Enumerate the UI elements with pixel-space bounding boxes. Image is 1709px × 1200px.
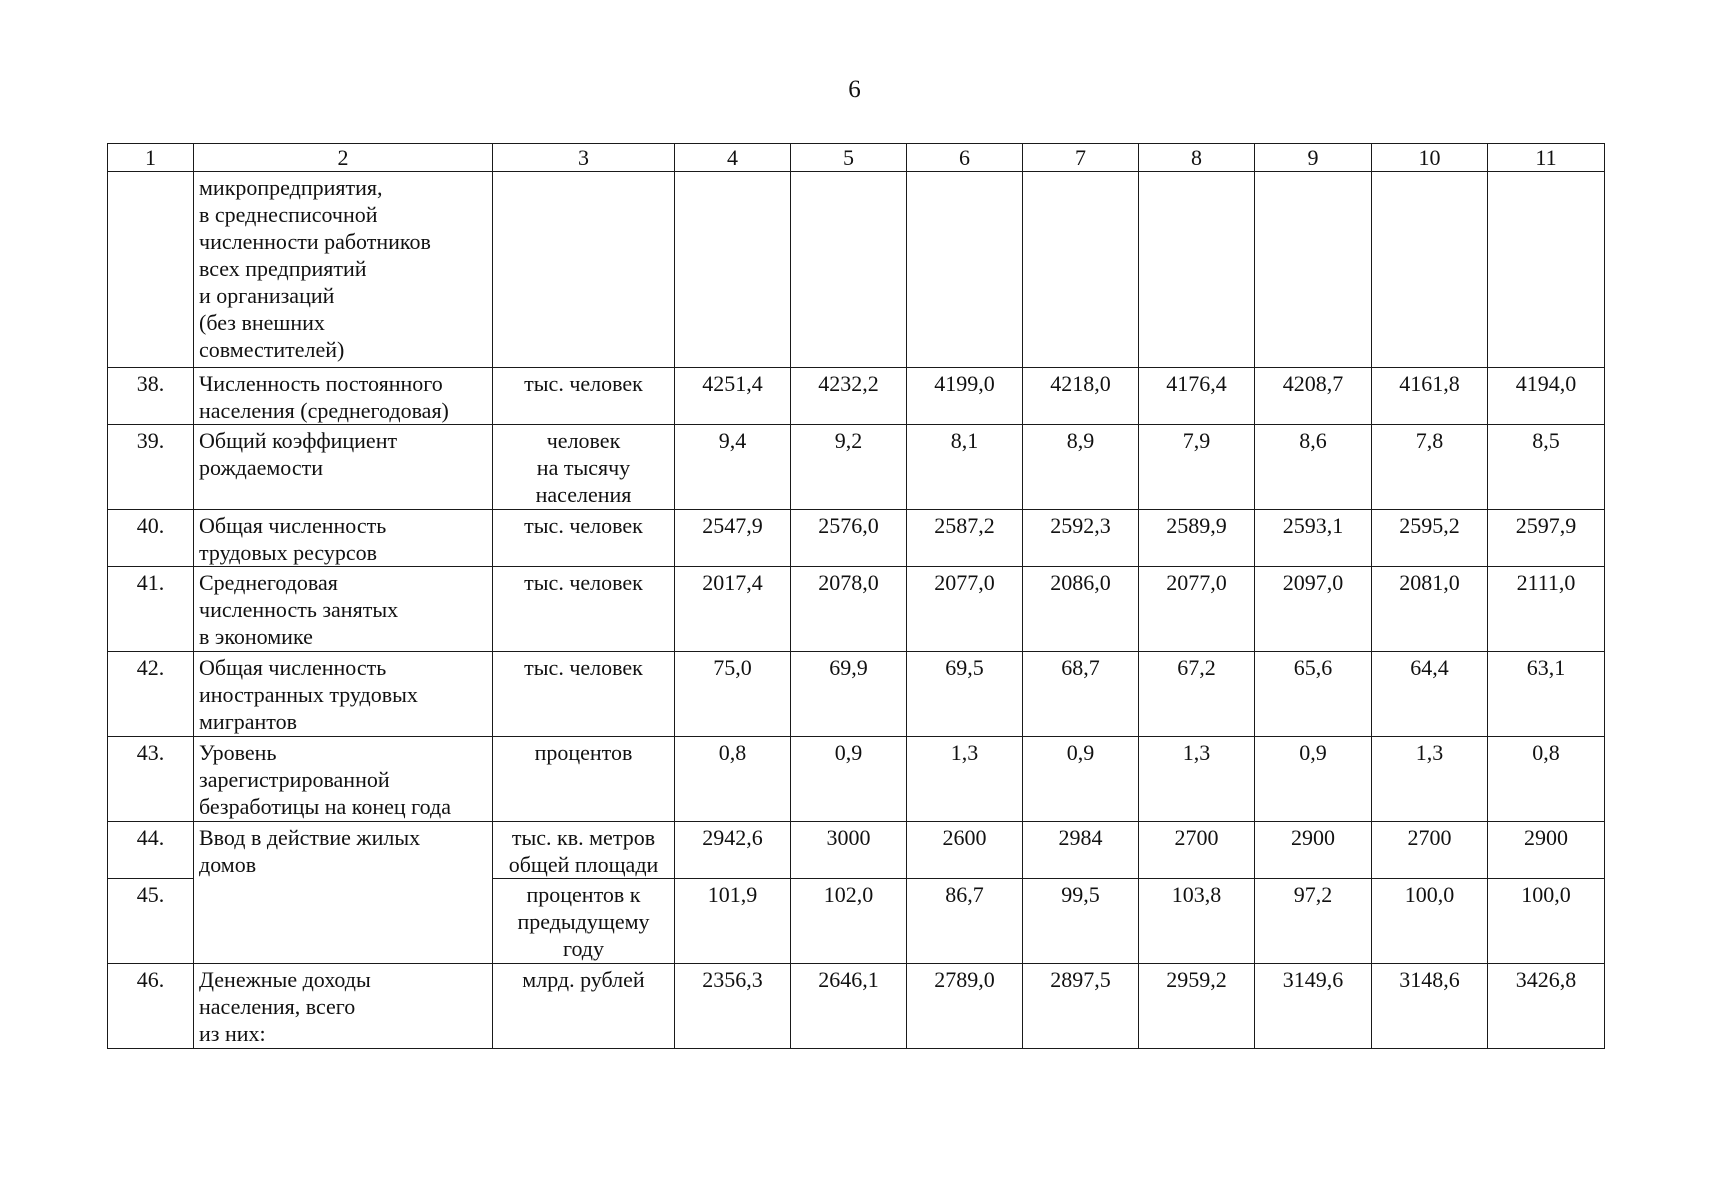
value-cell: 4194,0: [1488, 368, 1605, 425]
value-cell: 64,4: [1372, 652, 1488, 737]
value-cell: 2600: [907, 822, 1023, 879]
value-cell: 99,5: [1023, 879, 1139, 964]
table-row: [108, 964, 1605, 1049]
value-cell: 102,0: [791, 879, 907, 964]
value-cell: 100,0: [1372, 879, 1488, 964]
value-cell: 67,2: [1139, 652, 1255, 737]
indicator-name: Общая численность трудовых ресурсов: [194, 510, 493, 567]
value-cell: 103,8: [1139, 879, 1255, 964]
statistics-table: [107, 143, 1605, 1049]
unit-cell: [493, 172, 675, 368]
value-cell: 4161,8: [1372, 368, 1488, 425]
indicator-name: Общий коэффициент рождаемости: [194, 425, 493, 510]
value-cell: 1,3: [907, 737, 1023, 822]
unit-cell: процентов к предыдущему году: [493, 879, 675, 964]
row-number: 43.: [108, 737, 194, 822]
value-cell: 2589,9: [1139, 510, 1255, 567]
value-cell: 4218,0: [1023, 368, 1139, 425]
value-cell: 0,9: [1023, 737, 1139, 822]
value-cell: 9,4: [675, 425, 791, 510]
value-cell: 4232,2: [791, 368, 907, 425]
indicator-name: Среднегодовая численность занятых в экономике: [194, 567, 493, 652]
indicator-name: Денежные доходы населения, всего из них:: [194, 964, 493, 1049]
value-cell: 1,3: [1139, 737, 1255, 822]
value-cell: 2081,0: [1372, 567, 1488, 652]
unit-cell: тыс. кв. метров общей площади: [493, 822, 675, 879]
header-cell: 8: [1139, 144, 1255, 172]
header-row: [108, 144, 1605, 172]
indicator-name: микропредприятия, в среднесписочной численности работников всех предприятий и организаций (без внешних совместителей): [194, 172, 493, 368]
value-cell: 69,5: [907, 652, 1023, 737]
header-cell: 9: [1255, 144, 1372, 172]
table-row: [108, 510, 1605, 567]
unit-cell: млрд. рублей: [493, 964, 675, 1049]
value-cell: 69,9: [791, 652, 907, 737]
value-cell: 86,7: [907, 879, 1023, 964]
value-cell: 8,5: [1488, 425, 1605, 510]
value-cell: [791, 172, 907, 368]
table-row: [108, 567, 1605, 652]
value-cell: 2547,9: [675, 510, 791, 567]
table-row: [108, 652, 1605, 737]
value-cell: 2587,2: [907, 510, 1023, 567]
unit-cell: человек на тысячу населения: [493, 425, 675, 510]
row-number: 45.: [108, 879, 194, 964]
value-cell: 8,1: [907, 425, 1023, 510]
value-cell: 3149,6: [1255, 964, 1372, 1049]
row-number: 42.: [108, 652, 194, 737]
value-cell: 2595,2: [1372, 510, 1488, 567]
header-cell: 5: [791, 144, 907, 172]
header-cell: 6: [907, 144, 1023, 172]
value-cell: 2078,0: [791, 567, 907, 652]
value-cell: 8,9: [1023, 425, 1139, 510]
value-cell: 0,9: [791, 737, 907, 822]
value-cell: 2789,0: [907, 964, 1023, 1049]
row-number: 39.: [108, 425, 194, 510]
value-cell: 2700: [1139, 822, 1255, 879]
value-cell: 101,9: [675, 879, 791, 964]
value-cell: 7,8: [1372, 425, 1488, 510]
indicator-name: Численность постоянного населения (среднегодовая): [194, 368, 493, 425]
value-cell: 2897,5: [1023, 964, 1139, 1049]
value-cell: 1,3: [1372, 737, 1488, 822]
value-cell: 4251,4: [675, 368, 791, 425]
unit-cell: тыс. человек: [493, 567, 675, 652]
unit-cell: тыс. человек: [493, 368, 675, 425]
value-cell: [1255, 172, 1372, 368]
value-cell: [1488, 172, 1605, 368]
value-cell: 63,1: [1488, 652, 1605, 737]
row-number: [108, 172, 194, 368]
row-number: 44.: [108, 822, 194, 879]
unit-cell: процентов: [493, 737, 675, 822]
unit-cell: тыс. человек: [493, 652, 675, 737]
value-cell: 65,6: [1255, 652, 1372, 737]
value-cell: 2646,1: [791, 964, 907, 1049]
value-cell: 2900: [1255, 822, 1372, 879]
value-cell: 2576,0: [791, 510, 907, 567]
value-cell: [1372, 172, 1488, 368]
table-row: [108, 368, 1605, 425]
header-cell: 7: [1023, 144, 1139, 172]
value-cell: 8,6: [1255, 425, 1372, 510]
value-cell: 2597,9: [1488, 510, 1605, 567]
header-cell: 10: [1372, 144, 1488, 172]
value-cell: 0,9: [1255, 737, 1372, 822]
value-cell: 4176,4: [1139, 368, 1255, 425]
value-cell: 2111,0: [1488, 567, 1605, 652]
value-cell: 2086,0: [1023, 567, 1139, 652]
value-cell: 2900: [1488, 822, 1605, 879]
value-cell: 2942,6: [675, 822, 791, 879]
value-cell: 7,9: [1139, 425, 1255, 510]
value-cell: [1139, 172, 1255, 368]
table-row: [108, 737, 1605, 822]
value-cell: 4199,0: [907, 368, 1023, 425]
table-row: [108, 172, 1605, 368]
value-cell: 2356,3: [675, 964, 791, 1049]
value-cell: 68,7: [1023, 652, 1139, 737]
value-cell: [1023, 172, 1139, 368]
value-cell: 2097,0: [1255, 567, 1372, 652]
value-cell: 2077,0: [1139, 567, 1255, 652]
value-cell: 4208,7: [1255, 368, 1372, 425]
row-number: 41.: [108, 567, 194, 652]
value-cell: 0,8: [675, 737, 791, 822]
value-cell: 97,2: [1255, 879, 1372, 964]
value-cell: 3426,8: [1488, 964, 1605, 1049]
value-cell: 9,2: [791, 425, 907, 510]
indicator-name: Ввод в действие жилых домов: [194, 822, 493, 964]
value-cell: 2017,4: [675, 567, 791, 652]
header-cell: 3: [493, 144, 675, 172]
unit-cell: тыс. человек: [493, 510, 675, 567]
value-cell: 2593,1: [1255, 510, 1372, 567]
value-cell: 100,0: [1488, 879, 1605, 964]
row-number: 46.: [108, 964, 194, 1049]
header-cell: 1: [108, 144, 194, 172]
table-row: [108, 822, 1605, 879]
value-cell: 2959,2: [1139, 964, 1255, 1049]
value-cell: 3000: [791, 822, 907, 879]
value-cell: 2077,0: [907, 567, 1023, 652]
page-number: 6: [848, 76, 861, 103]
value-cell: 75,0: [675, 652, 791, 737]
table-row: [108, 425, 1605, 510]
header-cell: 2: [194, 144, 493, 172]
value-cell: [907, 172, 1023, 368]
value-cell: 0,8: [1488, 737, 1605, 822]
row-number: 38.: [108, 368, 194, 425]
value-cell: 2984: [1023, 822, 1139, 879]
header-cell: 11: [1488, 144, 1605, 172]
header-cell: 4: [675, 144, 791, 172]
row-number: 40.: [108, 510, 194, 567]
value-cell: [675, 172, 791, 368]
value-cell: 2700: [1372, 822, 1488, 879]
indicator-name: Общая численность иностранных трудовых мигрантов: [194, 652, 493, 737]
indicator-name: Уровень зарегистрированной безработицы на конец года: [194, 737, 493, 822]
value-cell: 3148,6: [1372, 964, 1488, 1049]
value-cell: 2592,3: [1023, 510, 1139, 567]
